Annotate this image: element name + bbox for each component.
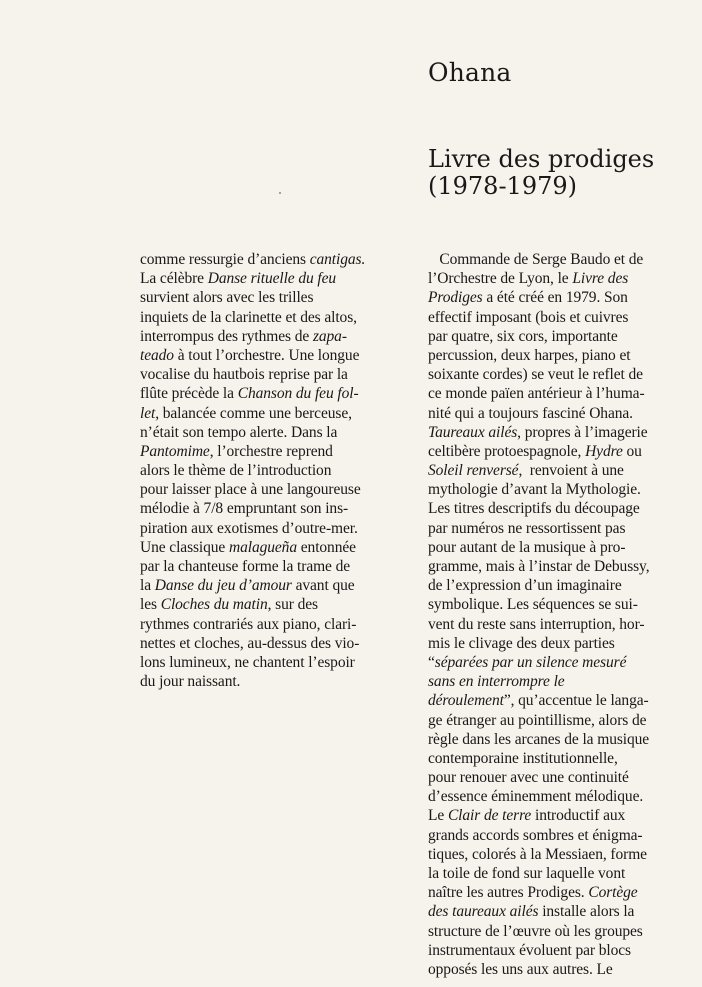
italic-text: des taureaux ailés [428, 903, 539, 921]
text-line [428, 883, 696, 902]
italic-text: Prodiges [428, 289, 483, 307]
italic-text: Livre des [572, 270, 629, 288]
text-run: contemporaine institutionnelle, [428, 749, 618, 767]
text-run: de l’expression d’un imaginaire [428, 577, 622, 595]
text-line [428, 672, 696, 691]
italic-text: déroulement [428, 692, 504, 710]
text-run: n’était son tempo alerte. Dans la [140, 423, 338, 441]
italic-text: sans en interrompre le [428, 673, 565, 691]
text-run: piration aux exotismes d’outre-mer. [140, 519, 358, 537]
text-line [428, 384, 696, 403]
text-line [140, 615, 412, 634]
text-run: du jour naissant. [140, 673, 241, 691]
text-run: par la chanteuse forme la trame de [140, 558, 351, 575]
text-line [428, 941, 696, 960]
work-title-dates: (1978-1979) [428, 172, 577, 200]
text-run: ”, qu’accentue le langa- [503, 692, 649, 710]
text-run: , balancée comme une berceuse, [155, 404, 352, 422]
text-line [428, 308, 696, 327]
text-line [428, 864, 696, 883]
text-line [140, 519, 412, 538]
text-line [428, 787, 696, 806]
italic-text: Soleil renversé [428, 462, 519, 480]
text-run: grands accords sombres et énigma- [428, 826, 643, 844]
italic-text: séparées par un silence mesuré [434, 653, 627, 671]
italic-text: Danse du jeu d’amour [154, 577, 292, 595]
text-run: a été créé en 1979. Son [482, 289, 628, 307]
text-run: Le [428, 807, 448, 825]
text-line [140, 557, 412, 576]
text-run: vent du reste sans interruption, hor- [428, 615, 645, 633]
composer-name: Ohana [428, 58, 512, 87]
text-run: nité qui a toujours fasciné Ohana. [428, 404, 633, 422]
text-line [140, 538, 412, 557]
text-run: mis le clivage des deux parties [428, 634, 615, 652]
text-run: par numéros ne ressortissent pas [428, 519, 626, 537]
italic-text: Chanson du feu fol- [237, 385, 359, 403]
text-run: l’Orchestre de Lyon, le [428, 270, 573, 288]
text-line [428, 960, 696, 979]
text-line [428, 576, 696, 595]
text-run: nettes et cloches, au-dessus des vio- [140, 634, 360, 652]
text-run: tiques, colorés à la Messiaen, forme [428, 845, 647, 863]
italic-text: cantigas. [309, 251, 366, 268]
text-run: lons lumineux, ne chantent l’espoir [140, 653, 355, 671]
italic-text: zapa- [312, 327, 347, 345]
text-run: entonnée [296, 538, 356, 556]
text-run: Une classique [140, 538, 229, 556]
text-line [140, 634, 412, 653]
text-run: mythologie d’avant la Mythologie. [428, 481, 641, 499]
text-run: flûte précède la [140, 385, 238, 403]
work-title-name: Livre des prodiges [428, 145, 655, 173]
text-run: , propres à l’imagerie [517, 423, 648, 441]
text-line [428, 327, 696, 346]
text-line [428, 423, 696, 442]
text-run: règle dans les arcanes de la musique [428, 730, 650, 748]
text-line [428, 461, 696, 480]
text-line [140, 384, 412, 403]
right-text-column [428, 250, 696, 979]
text-run: gramme, mais à l’instar de Debussy, [428, 558, 650, 575]
ink-speck [279, 192, 281, 194]
text-line [428, 595, 696, 614]
italic-text: Taureaux ailés [428, 423, 518, 441]
text-line [140, 672, 412, 691]
text-run: “ [428, 653, 435, 671]
text-run: , sur des [267, 596, 318, 614]
text-run: rythmes contrariés aux piano, clari- [140, 615, 357, 633]
text-line [428, 480, 696, 499]
text-line [428, 365, 696, 384]
text-line [428, 902, 696, 921]
text-run: percussion, deux harpes, piano et [428, 346, 631, 364]
text-run: vocalise du hautbois reprise par la [140, 366, 348, 384]
italic-text: Cortège [588, 884, 638, 902]
text-line [140, 423, 412, 442]
text-run: pour laisser place à une langoureuse [140, 481, 361, 499]
italic-text: Hydre [585, 442, 623, 460]
text-run: d’essence éminemment mélodique. [428, 788, 644, 806]
text-run: La célèbre [140, 270, 208, 288]
text-line [428, 615, 696, 634]
text-line [140, 308, 412, 327]
text-line [140, 327, 412, 346]
text-line [428, 691, 696, 710]
text-run: mélodie à 7/8 empruntant son ins- [140, 500, 349, 518]
text-run: instrumentaux évoluent par blocs [428, 941, 631, 959]
text-line [428, 845, 696, 864]
text-line [140, 269, 412, 288]
text-line [428, 269, 696, 288]
text-run: par quatre, six cors, importante [428, 327, 618, 345]
italic-text: Pantomime [140, 442, 210, 460]
text-line [140, 480, 412, 499]
text-run: alors le thème de l’introduction [140, 462, 332, 480]
text-run: interrompus des rythmes de [140, 327, 313, 345]
text-line [140, 288, 412, 307]
text-run: ge étranger au pointillisme, alors de [428, 711, 647, 729]
text-line [428, 922, 696, 941]
text-line [428, 499, 696, 518]
text-run: structure de l’œuvre où les groupes [428, 922, 643, 940]
text-line [428, 557, 696, 576]
text-run: pour autant de la musique à pro- [428, 538, 626, 556]
text-line [428, 634, 696, 653]
text-run: pour renouer avec une continuité [428, 769, 629, 787]
text-line [428, 826, 696, 845]
text-line [140, 576, 412, 595]
text-line [140, 595, 412, 614]
text-run: celtibère protoespagnole, [428, 442, 586, 460]
text-run: soixante cordes) se veut le reflet de [428, 366, 643, 384]
text-run: Les titres descriptifs du découpage [428, 500, 640, 518]
text-run: ce monde païen antérieur à l’huma- [428, 385, 645, 403]
text-line [428, 538, 696, 557]
text-line [140, 461, 412, 480]
text-line [428, 288, 696, 307]
text-run: naître les autres Prodiges. [428, 884, 589, 902]
text-run: opposés les uns aux autres. Le [428, 960, 613, 978]
text-line [140, 365, 412, 384]
text-line [428, 768, 696, 787]
text-line [428, 250, 696, 269]
text-line [140, 250, 412, 269]
text-run: Commande de Serge Baudo et de [428, 251, 644, 268]
text-run: la [140, 577, 155, 595]
text-run: à tout l’orchestre. Une longue [173, 346, 360, 364]
text-run: inquiets de la clarinette et des altos, [140, 308, 357, 326]
text-run: introductif aux [531, 807, 626, 825]
text-line [140, 442, 412, 461]
text-run: effectif imposant (bois et cuivres [428, 308, 629, 326]
text-line [140, 346, 412, 365]
text-run: la toile de fond sur laquelle vont [428, 865, 626, 882]
work-title [428, 146, 654, 200]
italic-text: Cloches du matin [160, 596, 268, 614]
text-line [428, 404, 696, 423]
text-line [140, 653, 412, 672]
text-line [428, 519, 696, 538]
text-line [428, 749, 696, 768]
text-run: comme ressurgie d’anciens [140, 251, 310, 268]
italic-text: malagueña [229, 538, 297, 556]
text-run: ou [622, 442, 642, 460]
text-run: survient alors avec les trilles [140, 289, 314, 307]
text-line [428, 653, 696, 672]
text-run: , l’orchestre reprend [209, 442, 333, 460]
text-line [428, 806, 696, 825]
italic-text: Clair de terre [447, 807, 532, 825]
text-line [140, 499, 412, 518]
text-line [140, 404, 412, 423]
text-run: les [140, 596, 161, 614]
text-run: avant que [291, 577, 355, 595]
italic-text: teado [140, 346, 174, 364]
text-line [428, 730, 696, 749]
text-line [428, 711, 696, 730]
italic-text: Danse rituelle du feu [207, 270, 337, 288]
text-line [428, 346, 696, 365]
text-line [428, 442, 696, 461]
text-run: , renvoient à une [518, 462, 624, 480]
text-run: installe alors la [538, 903, 635, 921]
italic-text: let [140, 404, 156, 422]
left-text-column [140, 250, 412, 691]
text-run: symbolique. Les séquences se sui- [428, 596, 638, 614]
